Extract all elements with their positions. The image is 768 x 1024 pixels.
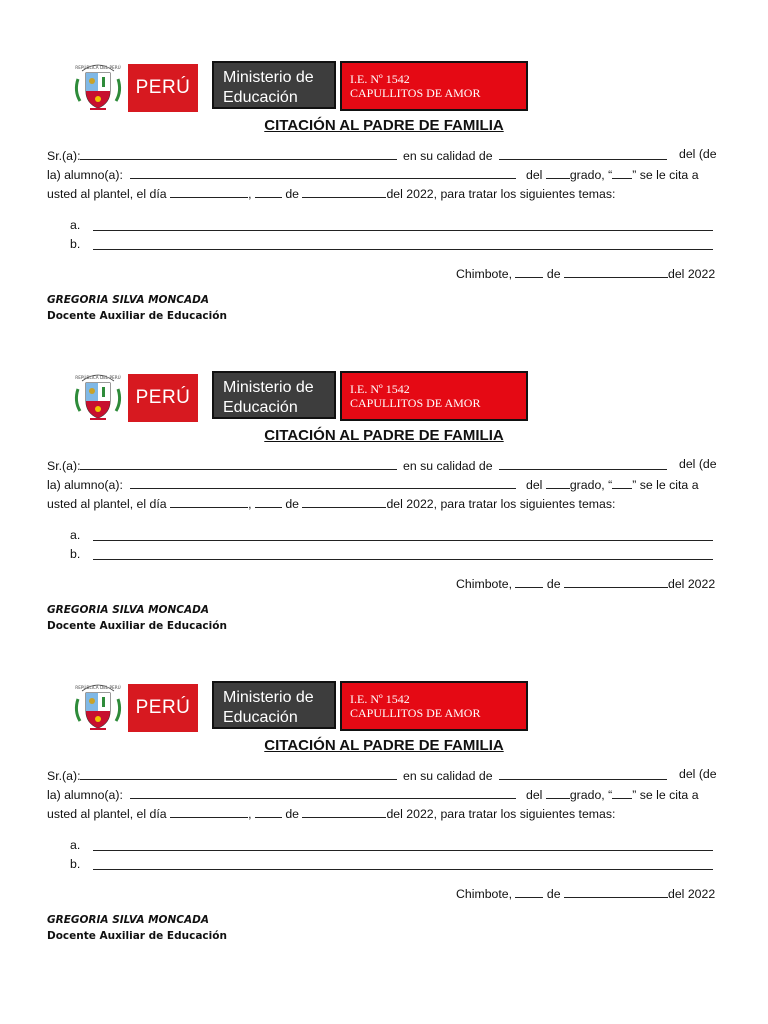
day-blank[interactable] [170, 185, 248, 198]
del-label: del [526, 168, 543, 182]
ministry-box [212, 61, 336, 109]
month-blank[interactable] [302, 495, 386, 508]
peru-logo [128, 374, 198, 422]
peru-logo [128, 64, 198, 112]
citation-block [0, 371, 768, 682]
item-b-label: b. [70, 237, 81, 251]
form-title: CITACIÓN AL PADRE DE FAMILIA [264, 427, 504, 444]
school-box [340, 371, 528, 421]
teacher-name: GREGORIA SILVA MONCADA [47, 294, 209, 306]
city-label: Chimbote, [456, 887, 513, 901]
comma-label: , [248, 187, 252, 201]
de-label: de [285, 187, 300, 201]
form-line-3 [47, 185, 615, 201]
peru-logo-text: PERÚ [135, 697, 191, 718]
year-label: del 2022 [668, 267, 716, 281]
comma-label: , [248, 807, 252, 821]
teacher-name: GREGORIA SILVA MONCADA [47, 914, 209, 926]
date-month-blank[interactable] [564, 575, 668, 588]
form-line-1b [403, 767, 667, 783]
teacher-name: GREGORIA SILVA MONCADA [47, 604, 209, 616]
city-label: Chimbote, [456, 267, 513, 281]
day-blank[interactable] [170, 805, 248, 818]
se-le-cita-label: ” se le cita a [632, 788, 699, 802]
item-b-label: b. [70, 857, 81, 871]
date-de-label: de [546, 267, 561, 281]
ministry-box [212, 681, 336, 729]
peru-logo-text: PERÚ [135, 387, 191, 408]
grade-blank[interactable] [546, 476, 570, 489]
day-number-blank[interactable] [255, 805, 282, 818]
parent-name-blank[interactable] [80, 147, 397, 160]
grado-label: grado, “ [569, 478, 613, 492]
school-line2: CAPULLITOS DE AMOR [350, 396, 481, 410]
del-de-label: del (de [679, 147, 717, 161]
year-label: del 2022 [668, 577, 716, 591]
de-label: de [285, 497, 300, 511]
section-blank[interactable] [612, 166, 632, 179]
student-name-blank[interactable] [130, 166, 516, 179]
shield-caption: REPÚBLICA DEL PERÚ [75, 685, 121, 690]
alumno-label: la) alumno(a): [47, 478, 123, 492]
form-line-2b [526, 476, 699, 492]
sr-label: Sr.(a): [47, 459, 81, 473]
item-a-label: a. [70, 218, 81, 232]
teacher-role: Docente Auxiliar de Educación [47, 620, 227, 632]
ministry-line1: Ministerio de [223, 69, 314, 86]
year-label: del 2022 [668, 887, 716, 901]
grade-blank[interactable] [546, 786, 570, 799]
school-line1: I.E. Nº 1542 [350, 382, 410, 396]
month-blank[interactable] [302, 805, 386, 818]
parent-name-blank[interactable] [80, 457, 397, 470]
del-label: del [526, 478, 543, 492]
del-2022-label: del 2022, para tratar los siguientes temas: [386, 807, 616, 821]
coat-of-arms-icon [72, 371, 124, 423]
citation-block [0, 681, 768, 992]
school-line1: I.E. Nº 1542 [350, 692, 410, 706]
date-day-blank[interactable] [515, 885, 543, 898]
ministry-line1: Ministerio de [223, 689, 314, 706]
section-blank[interactable] [612, 476, 632, 489]
item-b-line[interactable] [93, 249, 713, 250]
alumno-label: la) alumno(a): [47, 168, 123, 182]
usted-label: usted al plantel, el día [47, 497, 167, 511]
del-2022-label: del 2022, para tratar los siguientes temas: [386, 187, 616, 201]
calidad-label: en su calidad de [403, 459, 493, 473]
relationship-blank[interactable] [499, 147, 667, 160]
sr-label: Sr.(a): [47, 769, 81, 783]
citation-block [0, 61, 768, 372]
del-de-label: del (de [679, 767, 717, 781]
form-line-1b [403, 147, 667, 163]
item-a-label: a. [70, 838, 81, 852]
del-2022-label: del 2022, para tratar los siguientes temas: [386, 497, 616, 511]
date-month-blank[interactable] [564, 265, 668, 278]
school-line1: I.E. Nº 1542 [350, 72, 410, 86]
item-a-label: a. [70, 528, 81, 542]
ministry-line1: Ministerio de [223, 379, 314, 396]
item-a-line[interactable] [93, 230, 713, 231]
form-line-2 [47, 166, 516, 182]
form-line-2b [526, 786, 699, 802]
del-label: del [526, 788, 543, 802]
form-line-1 [47, 767, 397, 783]
item-b-line[interactable] [93, 559, 713, 560]
ministry-line2: Educación [223, 89, 298, 106]
day-blank[interactable] [170, 495, 248, 508]
item-b-line[interactable] [93, 869, 713, 870]
form-title: CITACIÓN AL PADRE DE FAMILIA [264, 737, 504, 754]
date-de-label: de [546, 577, 561, 591]
day-number-blank[interactable] [255, 185, 282, 198]
item-a-line[interactable] [93, 540, 713, 541]
date-day-blank[interactable] [515, 265, 543, 278]
teacher-role: Docente Auxiliar de Educación [47, 310, 227, 322]
calidad-label: en su calidad de [403, 149, 493, 163]
coat-of-arms-icon [72, 681, 124, 733]
peru-logo-text: PERÚ [135, 77, 191, 98]
relationship-blank[interactable] [499, 767, 667, 780]
form-line-1 [47, 457, 397, 473]
school-box [340, 681, 528, 731]
school-box [340, 61, 528, 111]
grado-label: grado, “ [569, 168, 613, 182]
comma-label: , [248, 497, 252, 511]
form-line-2b [526, 166, 699, 182]
date-day-blank[interactable] [515, 575, 543, 588]
student-name-blank[interactable] [130, 786, 516, 799]
city-label: Chimbote, [456, 577, 513, 591]
grado-label: grado, “ [569, 788, 613, 802]
ministry-line2: Educación [223, 709, 298, 726]
peru-logo [128, 684, 198, 732]
calidad-label: en su calidad de [403, 769, 493, 783]
form-line-3 [47, 805, 615, 821]
month-blank[interactable] [302, 185, 386, 198]
de-label: de [285, 807, 300, 821]
school-line2: CAPULLITOS DE AMOR [350, 86, 481, 100]
shield-caption: REPÚBLICA DEL PERÚ [75, 375, 121, 380]
form-line-2 [47, 786, 516, 802]
date-line [456, 885, 715, 901]
form-line-1b [403, 457, 667, 473]
ministry-line2: Educación [223, 399, 298, 416]
shield-caption: REPÚBLICA DEL PERÚ [75, 65, 121, 70]
student-name-blank[interactable] [130, 476, 516, 489]
form-line-2 [47, 476, 516, 492]
usted-label: usted al plantel, el día [47, 187, 167, 201]
day-number-blank[interactable] [255, 495, 282, 508]
date-line [456, 265, 715, 281]
alumno-label: la) alumno(a): [47, 788, 123, 802]
date-de-label: de [546, 887, 561, 901]
se-le-cita-label: ” se le cita a [632, 478, 699, 492]
coat-of-arms-icon [72, 61, 124, 113]
date-month-blank[interactable] [564, 885, 668, 898]
item-a-line[interactable] [93, 850, 713, 851]
relationship-blank[interactable] [499, 457, 667, 470]
usted-label: usted al plantel, el día [47, 807, 167, 821]
item-b-label: b. [70, 547, 81, 561]
teacher-role: Docente Auxiliar de Educación [47, 930, 227, 942]
grade-blank[interactable] [546, 166, 570, 179]
school-line2: CAPULLITOS DE AMOR [350, 706, 481, 720]
parent-name-blank[interactable] [80, 767, 397, 780]
ministry-box [212, 371, 336, 419]
section-blank[interactable] [612, 786, 632, 799]
form-title: CITACIÓN AL PADRE DE FAMILIA [264, 117, 504, 134]
date-line [456, 575, 715, 591]
form-line-1 [47, 147, 397, 163]
del-de-label: del (de [679, 457, 717, 471]
sr-label: Sr.(a): [47, 149, 81, 163]
se-le-cita-label: ” se le cita a [632, 168, 699, 182]
form-line-3 [47, 495, 615, 511]
